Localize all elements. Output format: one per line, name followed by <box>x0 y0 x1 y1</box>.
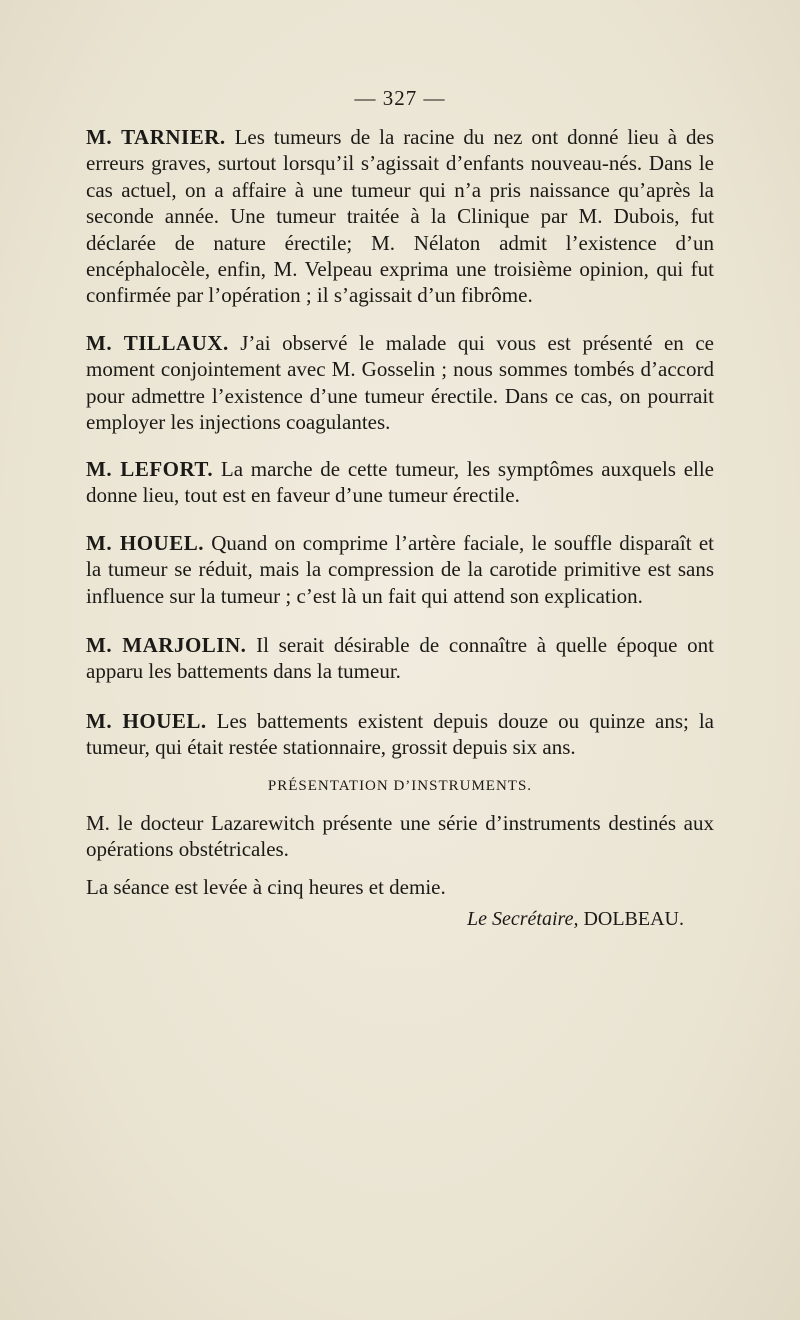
presentation-paragraph: M. le docteur Lazarewitch présente une série d’instruments destinés aux opérations obstétricales. <box>86 811 714 862</box>
paragraph-marjolin <box>86 632 714 685</box>
signature-name: DOLBEAU. <box>583 908 684 930</box>
secretary-signature <box>86 908 684 931</box>
paragraph-lefort <box>86 456 714 509</box>
paragraph-tarnier <box>86 124 714 309</box>
paragraph-text: Quand on comprime l’artère faciale, le souffle disparaît et la tumeur se réduit, mais la compression de la carotide primitive est sans influence sur la tumeur ; c’est là un fait qui attend son explication. <box>86 531 714 608</box>
paragraph-text: La marche de cette tumeur, les symptômes auxquels elle donne lieu, tout est en faveur d’une tumeur érectile. <box>86 457 715 508</box>
speaker-name: M. HOUEL. <box>86 531 204 555</box>
paragraph-houel-1 <box>86 530 714 609</box>
paragraph-text: J’ai observé le malade qui vous est présenté en ce moment conjointement avec M. Gosselin ; nous sommes tombés d’accord pour admettre l’existence d’une tumeur érectile. Dans ce cas, on pourrait employer les injections coagulantes. <box>86 331 714 435</box>
paragraph-text: Il serait désirable de connaître à quelle époque ont apparu les battements dans la tumeur. <box>86 633 714 684</box>
signature-role: Le Secrétaire, <box>467 908 579 930</box>
paragraph-houel-2 <box>86 708 714 761</box>
page-number: — 327 — <box>354 86 446 110</box>
speaker-name: M. TILLAUX. <box>86 331 229 355</box>
paragraph-text: Les battements existent depuis douze ou quinze ans; la tumeur, qui était restée stationnaire, grossit depuis six ans. <box>86 709 714 760</box>
speaker-name: M. HOUEL. <box>86 709 207 733</box>
speaker-name: M. LEFORT. <box>86 457 214 481</box>
paragraph-tillaux <box>86 330 714 436</box>
section-heading: PRÉSENTATION D’INSTRUMENTS. <box>267 778 533 794</box>
paragraph-text: Les tumeurs de la racine du nez ont donné lieu à des erreurs graves, surtout lorsqu’il s’agissait d’enfants nouveau-nés. Dans le cas actuel, on a affaire à une tumeur qui n’a pris naissance qu’après la seconde année. Une tumeur traitée à la Clinique par M. Dubois, fut déclarée de nature érectile; M. Nélaton admit l’existence d’un encéphalocèle, enfin, M. Velpeau exprima une troisième opinion, qui fut confirmée par l’opération ; il s’agissait d’un fibrôme. <box>86 125 715 308</box>
speaker-name: M. MARJOLIN. <box>86 633 247 657</box>
speaker-name: M. TARNIER. <box>86 125 226 149</box>
closing-paragraph: La séance est levée à cinq heures et demie. <box>86 875 446 899</box>
